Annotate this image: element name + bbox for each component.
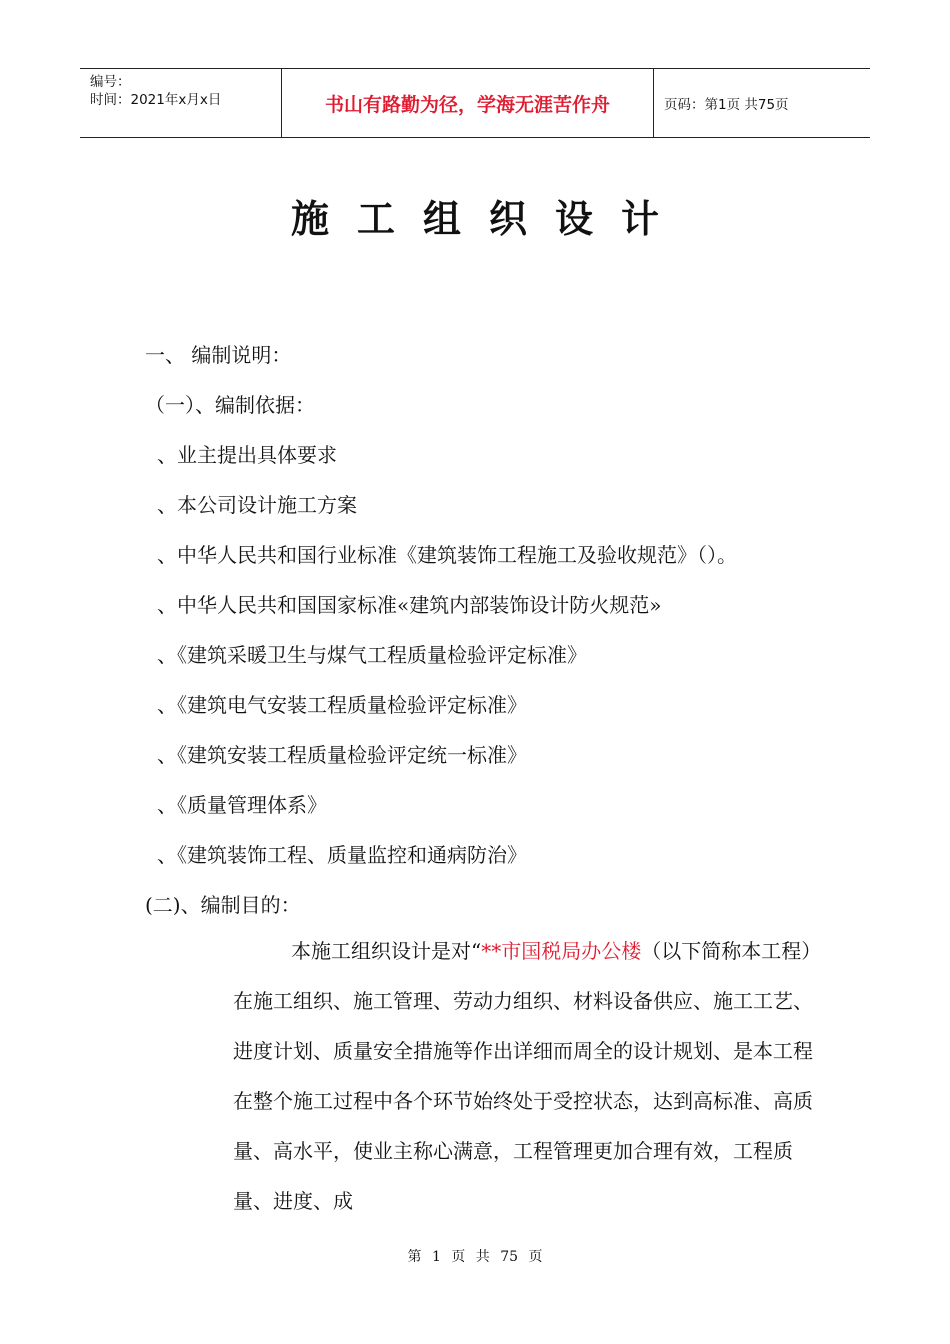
project-name: **市国税局办公楼 [481,939,642,963]
list-item: 、《建筑装饰工程、质量监控和通病防治》 [157,843,527,867]
purpose-paragraph [233,926,813,1226]
header-meta [80,69,282,137]
number-label: 编号： [90,74,131,90]
list-item: 、《建筑采暖卫生与煤气工程质量检验评定标准》 [157,643,587,667]
header-table [80,68,870,138]
section-heading: 一、 编制说明： [145,343,292,367]
page-footer: 第 1 页 共 75 页 [407,1249,543,1265]
document-title: 施工组织设计 [290,197,687,241]
list-item: 、《建筑安装工程质量检验评定统一标准》 [157,743,527,767]
list-item: 、业主提出具体要求 [157,443,337,467]
list-item: 、中华人民共和国行业标准《建筑装饰工程施工及验收规范》（）。 [157,543,737,567]
date-label: 时间：2021年x月x日 [90,92,222,108]
paragraph-text-start: 本施工组织设计是对“ [291,939,482,963]
paragraph-text-rest: （以下简称本工程）在施工组织、施工管理、劳动力组织、材料设备供应、施工工艺、进度计划、质量安全措施等作出详细而周全的设计规划、是本工程在整个施工过程中各个环节始终处于受控状态，达到高标准、高质量、高水平，使业主称心满意，工程管理更加合理有效，工程质量、进度、成 [233,939,813,1213]
header-page-info: 页码：第1页 共75页 [664,97,789,113]
subsection-heading: （一）、编制依据： [145,393,315,417]
header-motto: 书山有路勤为径，学海无涯苦作舟 [282,69,654,137]
subsection-heading: (二)、编制目的： [145,893,301,917]
list-item: 、《质量管理体系》 [157,793,327,817]
list-item: 、中华人民共和国国家标准«建筑内部装饰设计防火规范» [157,593,662,617]
list-item: 、本公司设计施工方案 [157,493,357,517]
list-item: 、《建筑电气安装工程质量检验评定标准》 [157,693,527,717]
